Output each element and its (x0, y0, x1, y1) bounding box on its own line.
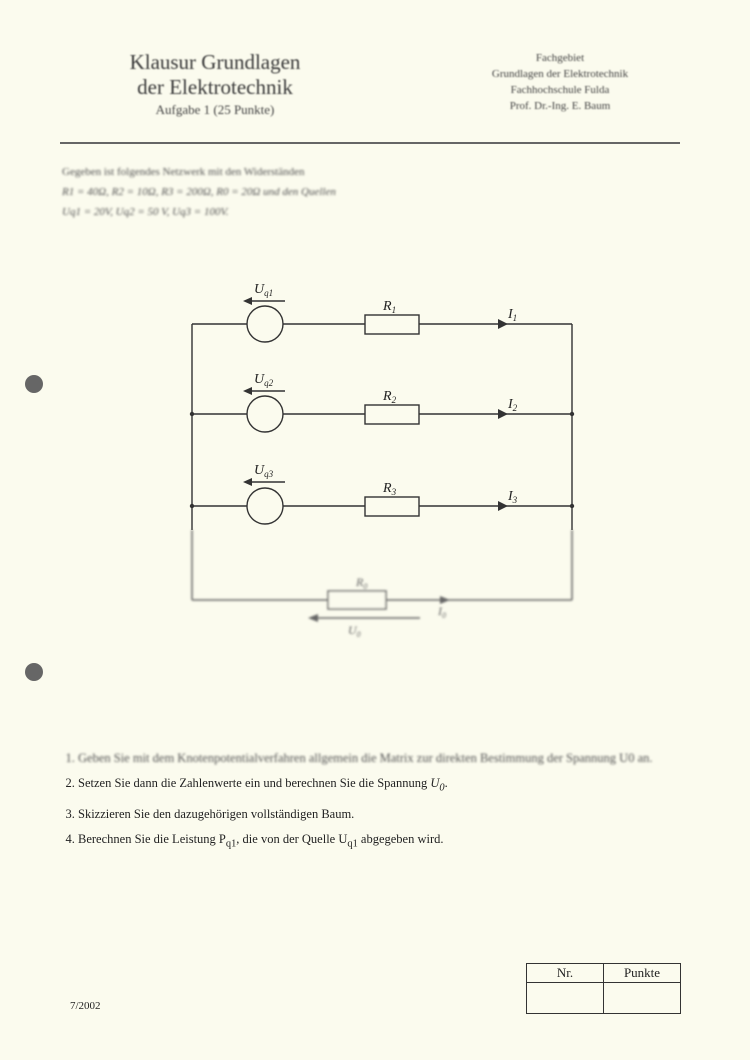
voltage-source-icon (247, 488, 283, 524)
exam-date: 7/2002 (70, 1000, 101, 1012)
label-i3: $I_3$ (508, 489, 518, 505)
label-i1: $I_1$ (508, 307, 518, 323)
r0-branch (192, 530, 572, 639)
task-2-sub: 0 (439, 782, 445, 794)
resistor-icon (365, 497, 419, 516)
task-2-var: U (430, 776, 440, 790)
label-i2: $I_2$ (508, 397, 518, 413)
title-line-1: Klausur Grundlagen (129, 50, 301, 74)
arrow-right-icon (498, 409, 508, 419)
given-line-2: R1 = 40Ω, R2 = 10Ω, R3 = 200Ω, R0 = 20Ω und den Quellen (62, 186, 336, 198)
label-r3: $R_3$ (383, 481, 397, 497)
resistor-icon (365, 405, 419, 424)
label-uq3: $U_{q3}$ (254, 463, 274, 479)
task-2-end: . (444, 776, 448, 790)
label-r1: $R_1$ (383, 299, 397, 315)
given-line-1: Gegeben ist folgendes Netzwerk mit den Widerständen (62, 166, 305, 178)
arrow-right-icon (498, 319, 508, 329)
score-header-punkte: Punkte (604, 964, 681, 983)
exam-subtitle: Aufgabe 1 (25 Punkte) (155, 102, 275, 117)
org-line-4: Prof. Dr.-Ing. E. Baum (509, 100, 611, 112)
arrow-left-icon (243, 297, 252, 305)
org-line-3: Fachhochschule Fulda (510, 84, 610, 96)
org-line-1: Fachgebiet (535, 52, 585, 64)
task-4-text: Berechnen Sie die Leistung P (78, 831, 226, 846)
score-table (526, 963, 681, 1014)
task-4-mid: , die von der Quelle U (236, 831, 348, 846)
task-4-sub2: q1 (347, 838, 358, 849)
label-r2: $R_2$ (383, 389, 397, 405)
task-4-end: abgegeben wird. (357, 831, 444, 846)
score-header-nr: Nr. (527, 964, 604, 983)
label-r0: $R_0$ (356, 575, 368, 591)
label-uq2: $U_{q2}$ (254, 372, 274, 388)
label-uq1: $U_{q1}$ (254, 282, 274, 298)
arrow-left-icon (243, 478, 252, 486)
voltage-source-icon (247, 396, 283, 432)
task-list (62, 750, 692, 861)
task-1: 1. Geben Sie mit dem Knotenpotentialverfahren allgemein die Matrix zur direkten Bestimmung der Spannung U0 an. (78, 750, 692, 766)
score-cell-nr[interactable] (527, 983, 604, 1014)
task-4 (78, 831, 692, 853)
task-2 (78, 775, 692, 797)
label-i0: $I_0$ (438, 604, 446, 620)
arrow-right-icon (498, 501, 508, 511)
task-2-text: Setzen Sie dann die Zahlenwerte ein und berechnen Sie die Spannung (78, 776, 431, 790)
title-line-2: der Elektrotechnik (137, 75, 293, 99)
task-3: 3. Skizzieren Sie den dazugehörigen vollständigen Baum. (78, 806, 692, 822)
given-line-3: Uq1 = 20V, Uq2 = 50 V, Uq3 = 100V. (62, 206, 229, 218)
score-cell-punkte[interactable] (604, 983, 681, 1014)
arrow-left-icon (243, 387, 252, 395)
resistor-icon (365, 315, 419, 334)
voltage-source-icon (247, 306, 283, 342)
org-line-2: Grundlagen der Elektrotechnik (491, 68, 629, 80)
label-u0: $U_0$ (348, 623, 361, 639)
task-4-sub1: q1 (225, 838, 237, 849)
